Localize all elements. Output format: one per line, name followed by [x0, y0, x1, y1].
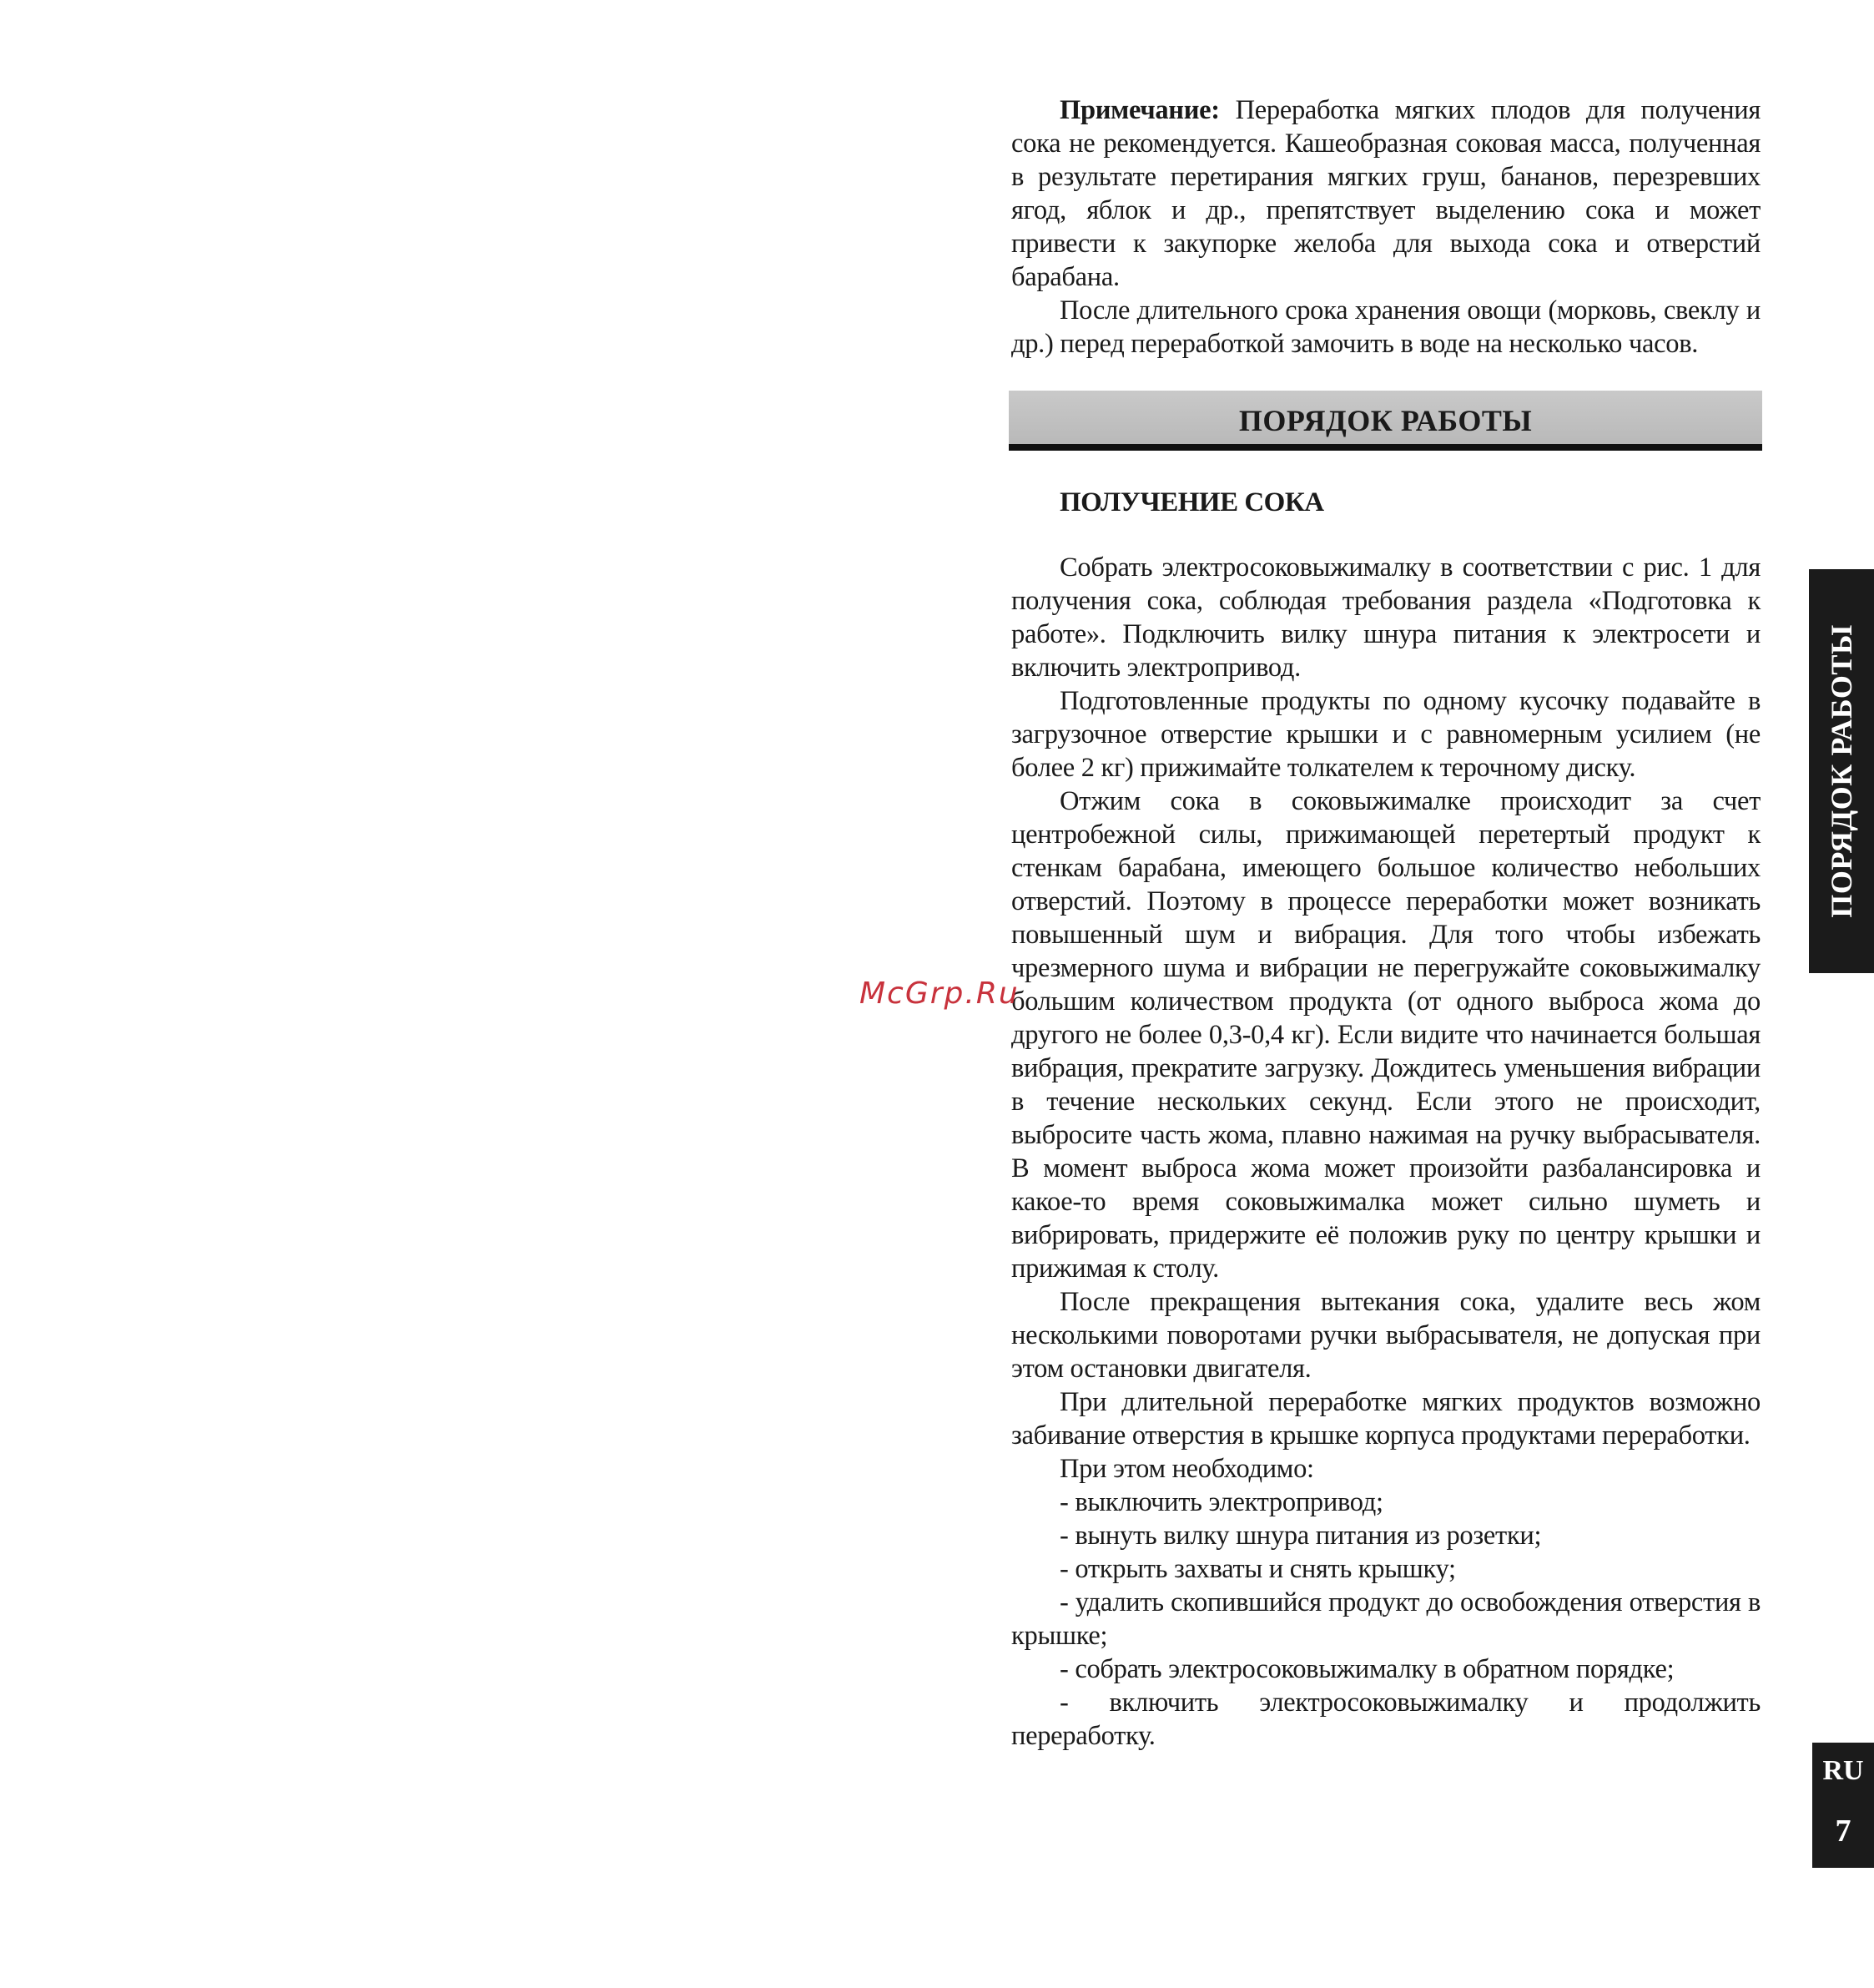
step-item: - удалить скопившийся продукт до освобождения отверстия в крышке; — [1011, 1587, 1761, 1651]
spacer — [1011, 519, 1761, 551]
side-section-tab-label: ПОРЯДОК РАБОТЫ — [1825, 624, 1858, 918]
subheading: ПОЛУЧЕНИЕ СОКА — [1060, 487, 1324, 517]
language-code: RU — [1822, 1755, 1864, 1786]
step-item: - собрать электросоковыжималку в обратном порядке; — [1060, 1654, 1675, 1684]
note-paragraph — [1011, 93, 1761, 294]
note-label: Примечание: — [1060, 95, 1220, 125]
note-text: Переработка мягких плодов для получения сока не рекомендуется. Кашеобразная соковая масса, полученная в результате перетирания мягких груш, бананов, перезревших ягод, яблок и др., препятствует выделению сока и может привести к закупорке желоба для выхода сока и отверстий барабана. — [1011, 95, 1761, 292]
watermark: McGrp.Ru — [859, 976, 1020, 1011]
body-paragraph: Отжим сока в соковыжималке происходит за счет центробежной силы, прижимающей перетертый продукт к стенкам барабана, имеющего большое количество небольших отверстий. Поэтому в процессе переработки может возникать повышенный шум и вибрация. Для того чтобы избежать чрезмерного шума и вибрации не перегружайте соковыжималку большим количеством продукта (от одного выброса жома до другого не более 0,3-0,4 кг). Если видите что начинается большая вибрация, прекратите загрузку. Дождитесь уменьшения вибрации в течение нескольких секунд. Если этого не происходит, выбросите часть жома, плавно нажимая на ручку выбрасывателя. В момент выброса жома может произойти разбалансировка и какое-то время соковыжималка может сильно шуметь и вибрировать, придержите её положив руку по центру крышки и прижимая к столу. — [1011, 786, 1761, 1284]
body-paragraph: Собрать электросоковыжималку в соответствии с рис. 1 для получения сока, соблюдая требования раздела «Подготовка к работе». Подключить вилку шнура питания к электросети и включить электропривод. — [1011, 553, 1761, 683]
body-paragraph: При этом необходимо: — [1060, 1454, 1314, 1484]
body-paragraph: После прекращения вытекания сока, удалите весь жом несколькими поворотами ручки выбрасывателя, не допуская при этом остановки двигателя. — [1011, 1287, 1761, 1384]
side-section-tab — [1809, 569, 1874, 973]
step-item: - включить электросоковыжималку и продолжить переработку. — [1011, 1688, 1761, 1751]
spacer — [1011, 361, 1761, 391]
body-paragraph: Подготовленные продукты по одному кусочку подавайте в загрузочное отверстие крышки и с равномерным усилием (не более 2 кг) прижимайте толкателем к терочному диску. — [1011, 686, 1761, 783]
body-paragraph: При длительной переработке мягких продуктов возможно забивание отверстия в крышке корпуса продуктами переработки. — [1011, 1387, 1761, 1451]
section-banner-title: ПОРЯДОК РАБОТЫ — [1238, 404, 1533, 437]
step-item: - выключить электропривод; — [1060, 1487, 1383, 1517]
section-banner — [1009, 391, 1762, 451]
step-item: - вынуть вилку шнура питания из розетки; — [1060, 1521, 1542, 1551]
text-column — [1011, 93, 1761, 1753]
page-number-tab — [1812, 1743, 1874, 1868]
page-number: 7 — [1835, 1814, 1851, 1849]
storage-paragraph: После длительного срока хранения овощи (морковь, свеклу и др.) перед переработкой замочить в воде на несколько часов. — [1011, 295, 1761, 359]
step-item: - открыть захваты и снять крышку; — [1060, 1554, 1456, 1584]
